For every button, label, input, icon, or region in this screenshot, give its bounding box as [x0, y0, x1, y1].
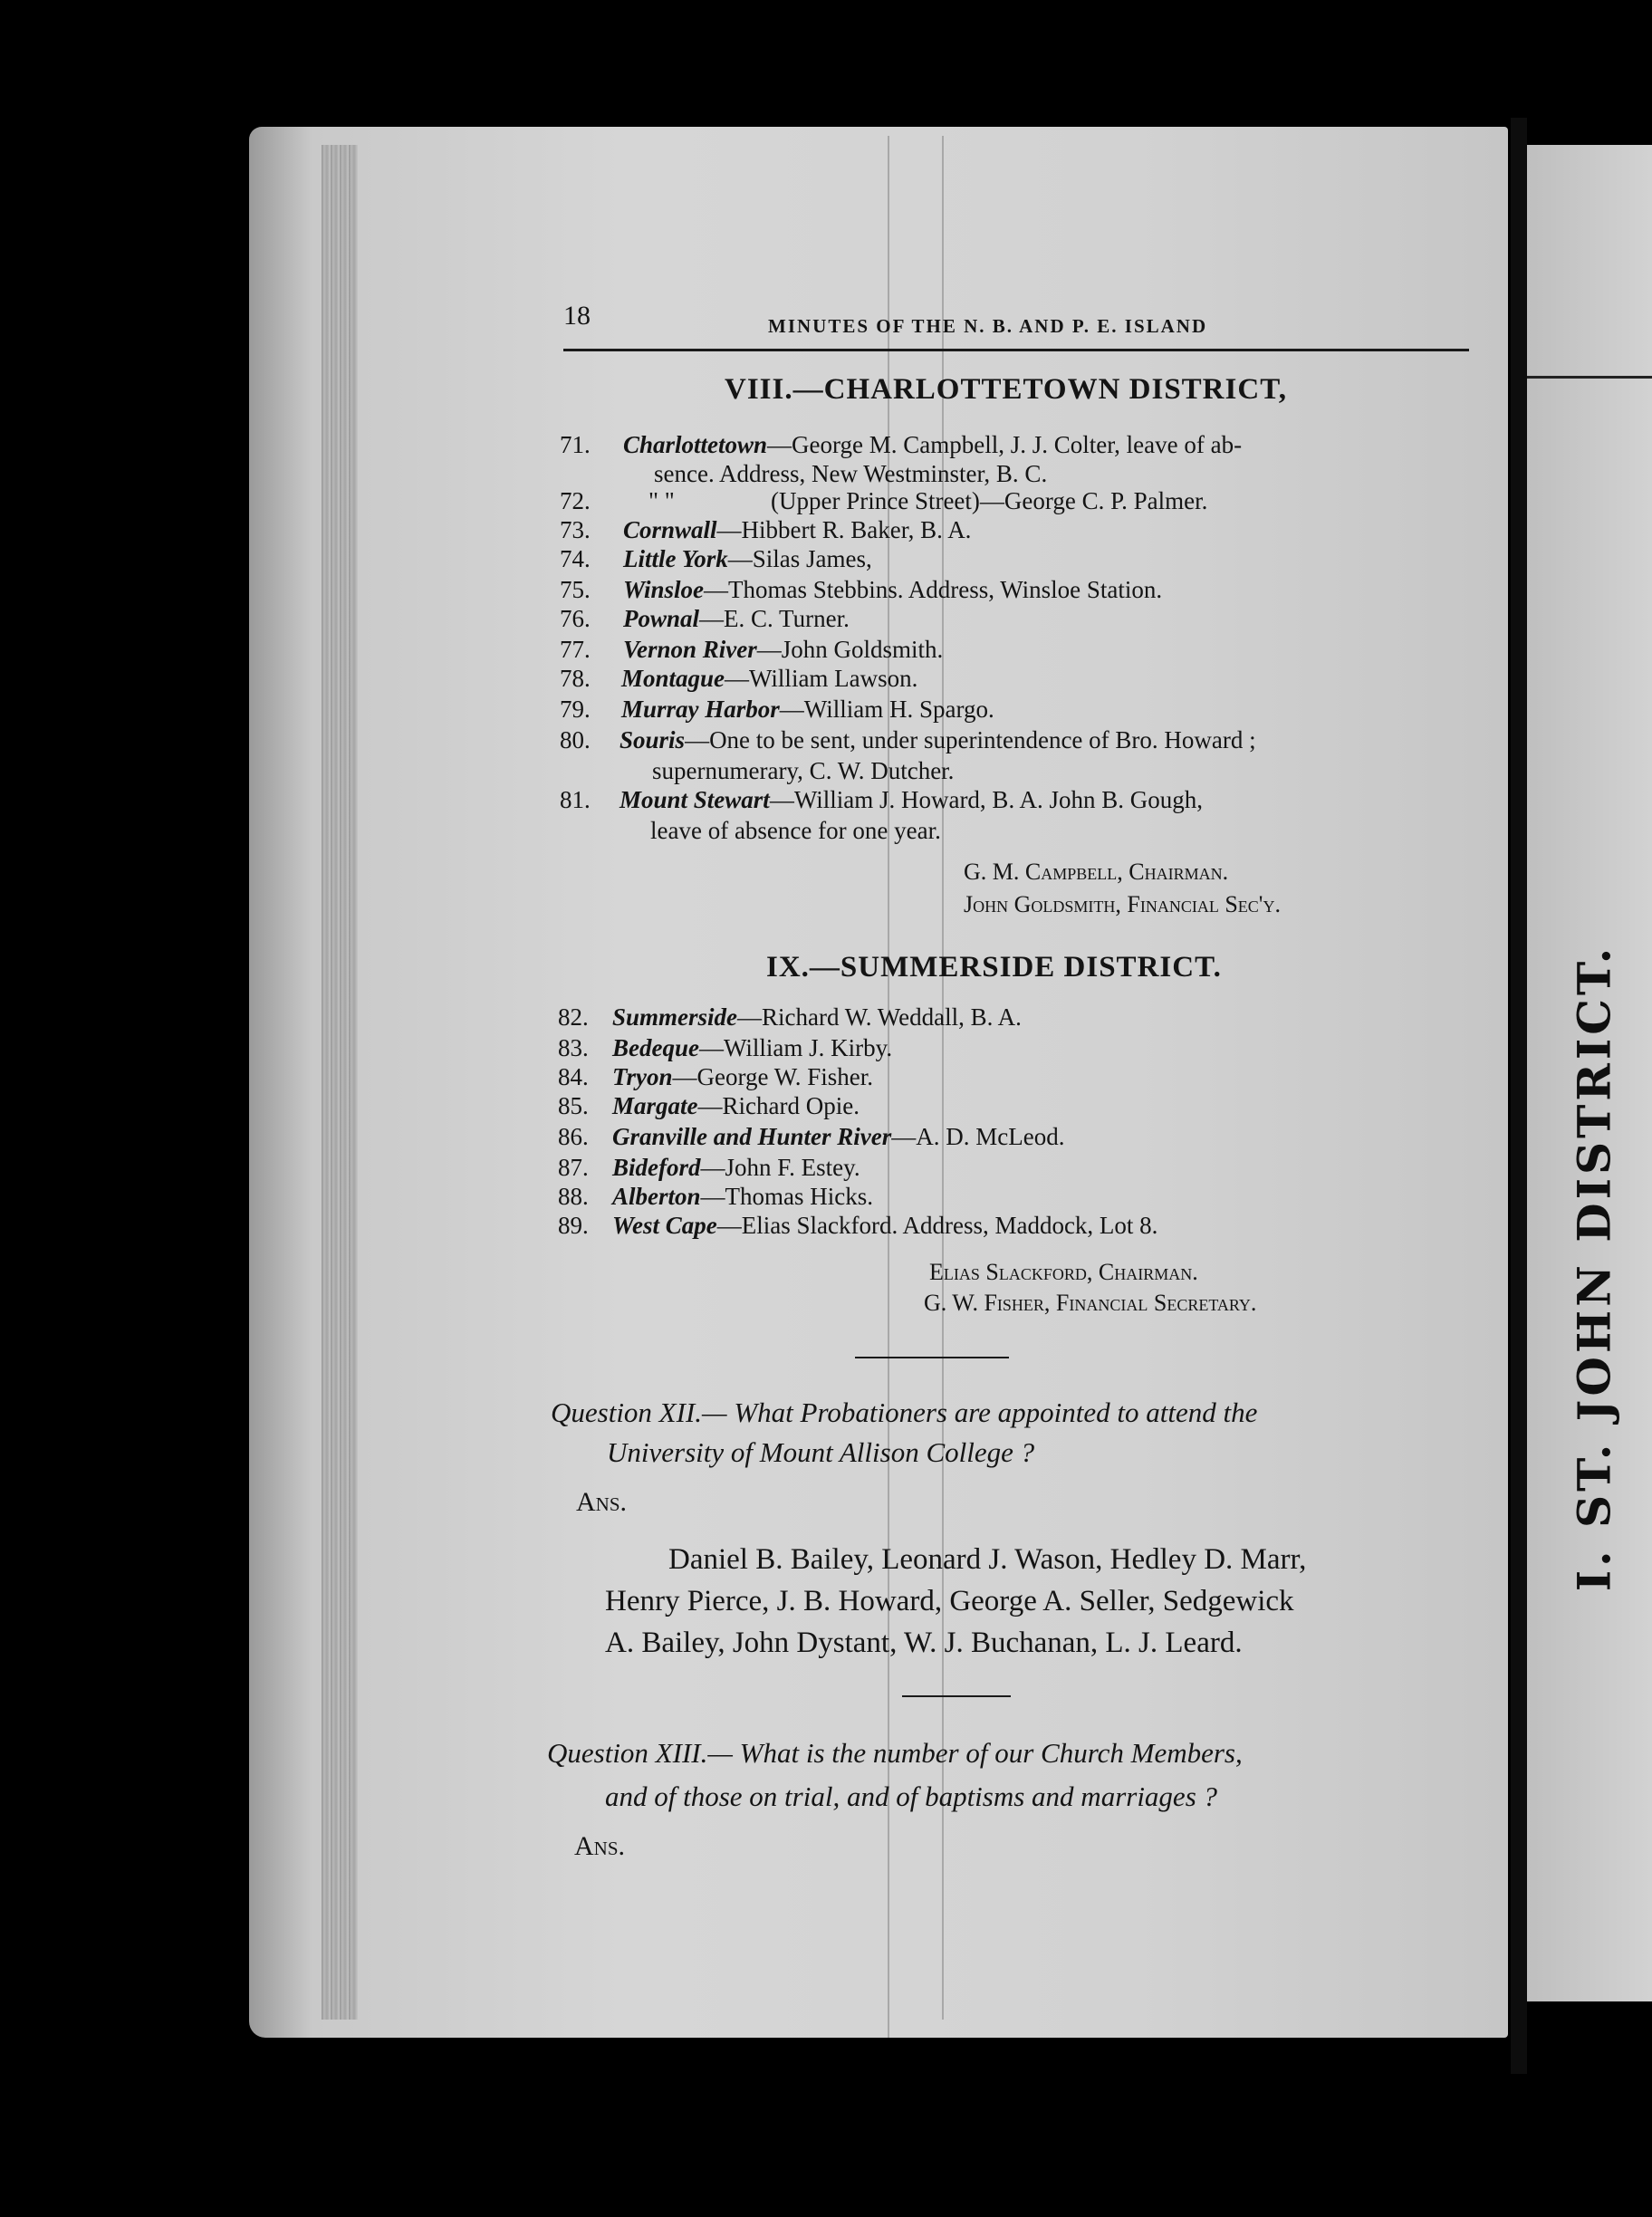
- place-name: Winsloe: [623, 576, 705, 603]
- appointment-entry: [623, 636, 943, 664]
- appointment-entry: [612, 1123, 1065, 1151]
- district-financial-secretary: G. W. Fisher, Financial Secretary.: [924, 1290, 1257, 1316]
- entry-number: 79.: [560, 696, 591, 723]
- section-divider: [902, 1695, 1011, 1697]
- question-xii-continuation: University of Mount Allison College ?: [607, 1436, 1035, 1468]
- appointment-text: —John F. Estey.: [700, 1154, 860, 1181]
- entry-number: 71.: [560, 431, 591, 458]
- appointment-text: —Elias Slackford. Address, Maddock, Lot 8.: [716, 1212, 1158, 1239]
- running-title: MINUTES OF THE N. B. AND P. E. ISLAND: [768, 315, 1208, 337]
- place-name: Bideford: [612, 1154, 701, 1181]
- question-xiii: Question XIII.— What is the number of our Church Members,: [547, 1737, 1243, 1769]
- entry-number: 89.: [558, 1212, 589, 1239]
- facing-page-header: [1540, 797, 1648, 1739]
- place-name: Granville and Hunter River: [612, 1123, 892, 1150]
- place-name: Cornwall: [623, 516, 717, 543]
- appointment-continuation: supernumerary, C. W. Dutcher.: [652, 757, 955, 784]
- place-name: Souris: [620, 726, 686, 753]
- entry-number: 77.: [560, 636, 591, 663]
- appointment-text: —William J. Howard, B. A. John B. Gough,: [769, 786, 1203, 813]
- appointment-entry: [621, 696, 994, 724]
- entry-number: 75.: [560, 576, 591, 603]
- answer-label: Ans.: [574, 1831, 626, 1861]
- appointment-text: —William J. Kirby.: [698, 1034, 893, 1061]
- appointment-entry: [623, 545, 872, 573]
- appointment-entry: [621, 665, 917, 693]
- appointment-text: —Richard W. Weddall, B. A.: [737, 1003, 1022, 1031]
- appointment-text: —One to be sent, under superintendence of Bro. Howard ;: [685, 726, 1256, 753]
- appointment-entry: [612, 1092, 860, 1120]
- answer-text: Henry Pierce, J. B. Howard, George A. Seller, Sedgewick: [605, 1585, 1294, 1617]
- appointment-entry: [612, 1003, 1022, 1032]
- district-chairman: Elias Slackford, Chairman.: [929, 1259, 1198, 1285]
- appointment-entry: [620, 726, 1256, 754]
- place-name: Little York: [623, 545, 728, 572]
- appointment-continuation: leave of absence for one year.: [650, 817, 941, 844]
- entry-number: 76.: [560, 605, 591, 632]
- page-binding-edge: [322, 145, 358, 2020]
- page-number: 18: [563, 301, 591, 331]
- answer-text: Daniel B. Bailey, Leonard J. Wason, Hedley D. Marr,: [668, 1543, 1307, 1576]
- appointment-text: —Thomas Hicks.: [700, 1183, 874, 1210]
- appointment-text: —Silas James,: [727, 545, 872, 572]
- header-rule: [563, 349, 1469, 351]
- place-name: Vernon River: [623, 636, 757, 663]
- appointment-text: —John Goldsmith.: [756, 636, 944, 663]
- entry-number: 84.: [558, 1063, 589, 1090]
- appointment-text: —George M. Campbell, J. J. Colter, leave of ab-: [767, 431, 1243, 458]
- entry-number: 86.: [558, 1123, 589, 1150]
- place-name: Charlottetown: [623, 431, 768, 458]
- place-name: Tryon: [612, 1063, 673, 1090]
- answer-label: Ans.: [576, 1487, 628, 1517]
- question-xiii-continuation: and of those on trial, and of baptisms and marriages ?: [605, 1780, 1218, 1812]
- appointment-entry: [623, 576, 1162, 604]
- appointment-entry: [612, 1034, 892, 1062]
- appointment-entry: [623, 605, 850, 633]
- entry-number: 88.: [558, 1183, 589, 1210]
- appointment-text: —Hibbert R. Baker, B. A.: [716, 516, 972, 543]
- appointment-entry: [648, 487, 1207, 515]
- place-name: Margate: [612, 1092, 698, 1119]
- appointment-text: —William H. Spargo.: [779, 696, 994, 723]
- place-name: Mount Stewart: [620, 786, 770, 813]
- appointment-text: —William Lawson.: [725, 665, 918, 692]
- appointment-text: —A. D. McLeod.: [891, 1123, 1065, 1150]
- appointment-text: —George W. Fisher.: [672, 1063, 873, 1090]
- entry-number: 87.: [558, 1154, 589, 1181]
- section-divider: [855, 1357, 1009, 1358]
- appointment-text: (Upper Prince Street)—George C. P. Palmer.: [771, 487, 1208, 514]
- appointment-entry: [612, 1183, 873, 1211]
- appointment-entry: [620, 786, 1203, 814]
- place-name: Murray Harbor: [621, 696, 780, 723]
- place-name: Montague: [621, 665, 725, 692]
- district-heading-charlottetown: VIII.—CHARLOTTETOWN DISTRICT,: [725, 373, 1288, 406]
- entry-number: 73.: [560, 516, 591, 543]
- place-name: Alberton: [612, 1183, 701, 1210]
- entry-number: 72.: [560, 487, 591, 514]
- entry-number: 78.: [560, 665, 591, 692]
- place-name: Summerside: [612, 1003, 738, 1031]
- place-name: West Cape: [612, 1212, 717, 1239]
- appointment-continuation: sence. Address, New Westminster, B. C.: [654, 460, 1048, 487]
- appointment-text: —Thomas Stebbins. Address, Winsloe Station.: [704, 576, 1163, 603]
- entry-number: 74.: [560, 545, 591, 572]
- appointment-entry: [623, 431, 1242, 459]
- ditto-mark: " ": [648, 487, 675, 514]
- appointment-text: —E. C. Turner.: [699, 605, 850, 632]
- book-gutter: [1511, 118, 1527, 2074]
- place-name: Bedeque: [612, 1034, 699, 1061]
- appointment-text: —Richard Opie.: [697, 1092, 860, 1119]
- appointment-entry: [612, 1212, 1157, 1240]
- appointment-entry: [612, 1154, 860, 1182]
- question-xii: Question XII.— What Probationers are appointed to attend the: [551, 1396, 1258, 1428]
- appointment-entry: [623, 516, 971, 544]
- entry-number: 81.: [560, 786, 591, 813]
- appointment-entry: [612, 1063, 873, 1091]
- entry-number: 83.: [558, 1034, 589, 1061]
- entry-number: 85.: [558, 1092, 589, 1119]
- district-financial-secretary: John Goldsmith, Financial Sec'y.: [964, 891, 1281, 917]
- entry-number: 82.: [558, 1003, 589, 1031]
- place-name: Pownal: [623, 605, 700, 632]
- answer-text: A. Bailey, John Dystant, W. J. Buchanan, L. J. Leard.: [605, 1627, 1243, 1659]
- entry-number: 80.: [560, 726, 591, 753]
- district-heading-summerside: IX.—SUMMERSIDE DISTRICT.: [766, 951, 1222, 984]
- facing-page-header-text: I. ST. JOHN DISTRICT.: [1567, 944, 1621, 1592]
- district-chairman: G. M. Campbell, Chairman.: [964, 859, 1229, 885]
- facing-page-rule: [1527, 376, 1652, 379]
